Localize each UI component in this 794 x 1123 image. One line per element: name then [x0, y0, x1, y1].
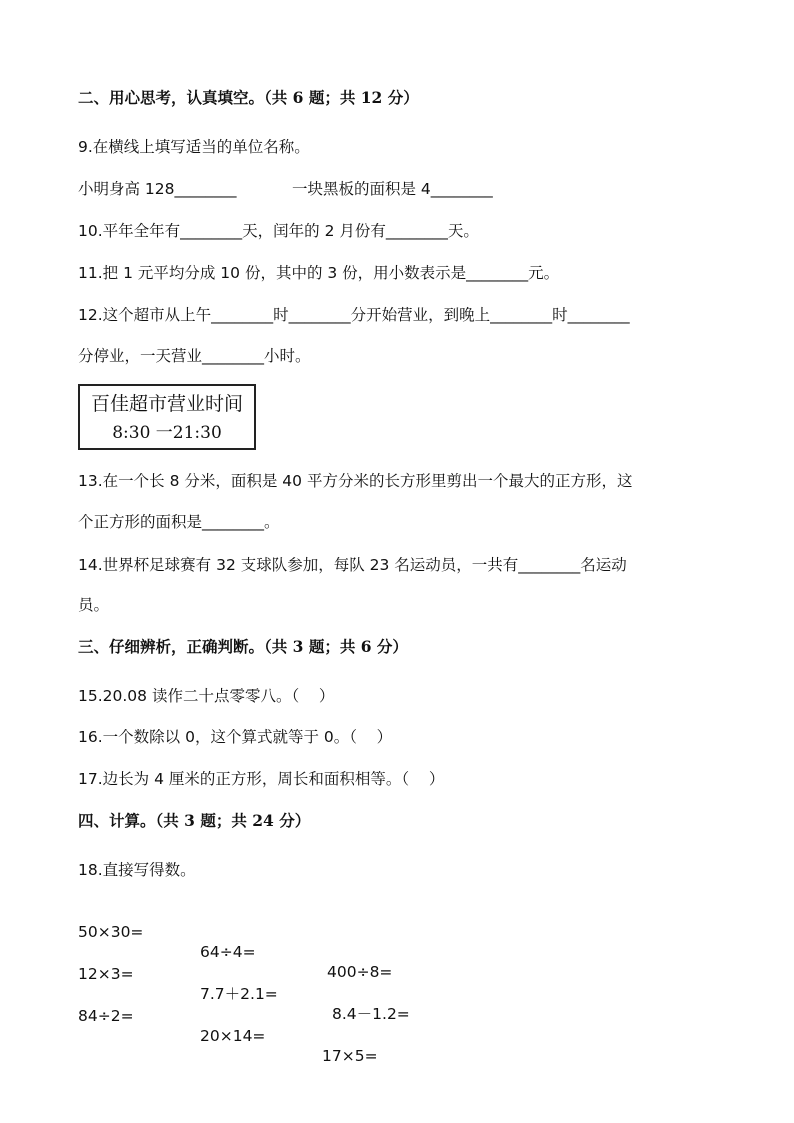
question-9-part-b: 一块黑板的面积是 4________ [292, 180, 493, 198]
question-12-line-1: 12.这个超市从上午________时________分开始营业，到晚上________时________ [78, 306, 630, 324]
supermarket-hours-sign [78, 384, 256, 450]
arithmetic-item: 7.7＋2.1= [200, 985, 278, 1003]
sign-hours: 8:30 一21:30 [112, 423, 222, 443]
question-13-line-2: 个正方形的面积是________。 [78, 513, 280, 531]
question-13-line-1: 13.在一个长 8 分米，面积是 40 平方分米的长方形里剪出一个最大的正方形，这 [78, 472, 633, 490]
arithmetic-item: 12×3= [78, 965, 134, 983]
question-15: 15.20.08 读作二十点零零八。（ ） [78, 687, 335, 705]
question-10: 10.平年全年有________天，闰年的 2 月份有________天。 [78, 222, 479, 240]
question-12-line-2: 分停业，一天营业________小时。 [78, 347, 311, 365]
arithmetic-item: 50×30= [78, 923, 144, 941]
question-11: 11.把 1 元平均分成 10 份，其中的 3 份，用小数表示是________元。 [78, 264, 560, 282]
arithmetic-item: 400÷8= [327, 963, 393, 981]
question-14-line-1: 14.世界杯足球赛有 32 支球队参加，每队 23 名运动员，一共有________名运动 [78, 556, 627, 574]
question-14-line-2: 员。 [78, 596, 110, 614]
arithmetic-item: 8.4－1.2= [332, 1005, 410, 1023]
arithmetic-item: 84÷2= [78, 1007, 134, 1025]
question-17: 17.边长为 4 厘米的正方形，周长和面积相等。（ ） [78, 770, 445, 788]
arithmetic-item: 17×5= [322, 1047, 378, 1065]
arithmetic-item: 64÷4= [200, 943, 256, 961]
section-3-heading: 三、仔细辨析，正确判断。（共 3 题；共 6 分） [78, 637, 408, 656]
section-4-heading: 四、计算。（共 3 题；共 24 分） [78, 811, 311, 830]
question-9: 9.在横线上填写适当的单位名称。 [78, 138, 310, 156]
question-16: 16.一个数除以 0，这个算式就等于 0。（ ） [78, 728, 393, 746]
sign-title: 百佳超市营业时间 [90, 393, 243, 415]
question-9-part-a: 小明身高 128________ [78, 180, 237, 198]
question-18: 18.直接写得数。 [78, 861, 196, 879]
arithmetic-item: 20×14= [200, 1027, 266, 1045]
section-2-heading: 二、用心思考，认真填空。（共 6 题；共 12 分） [78, 88, 419, 107]
